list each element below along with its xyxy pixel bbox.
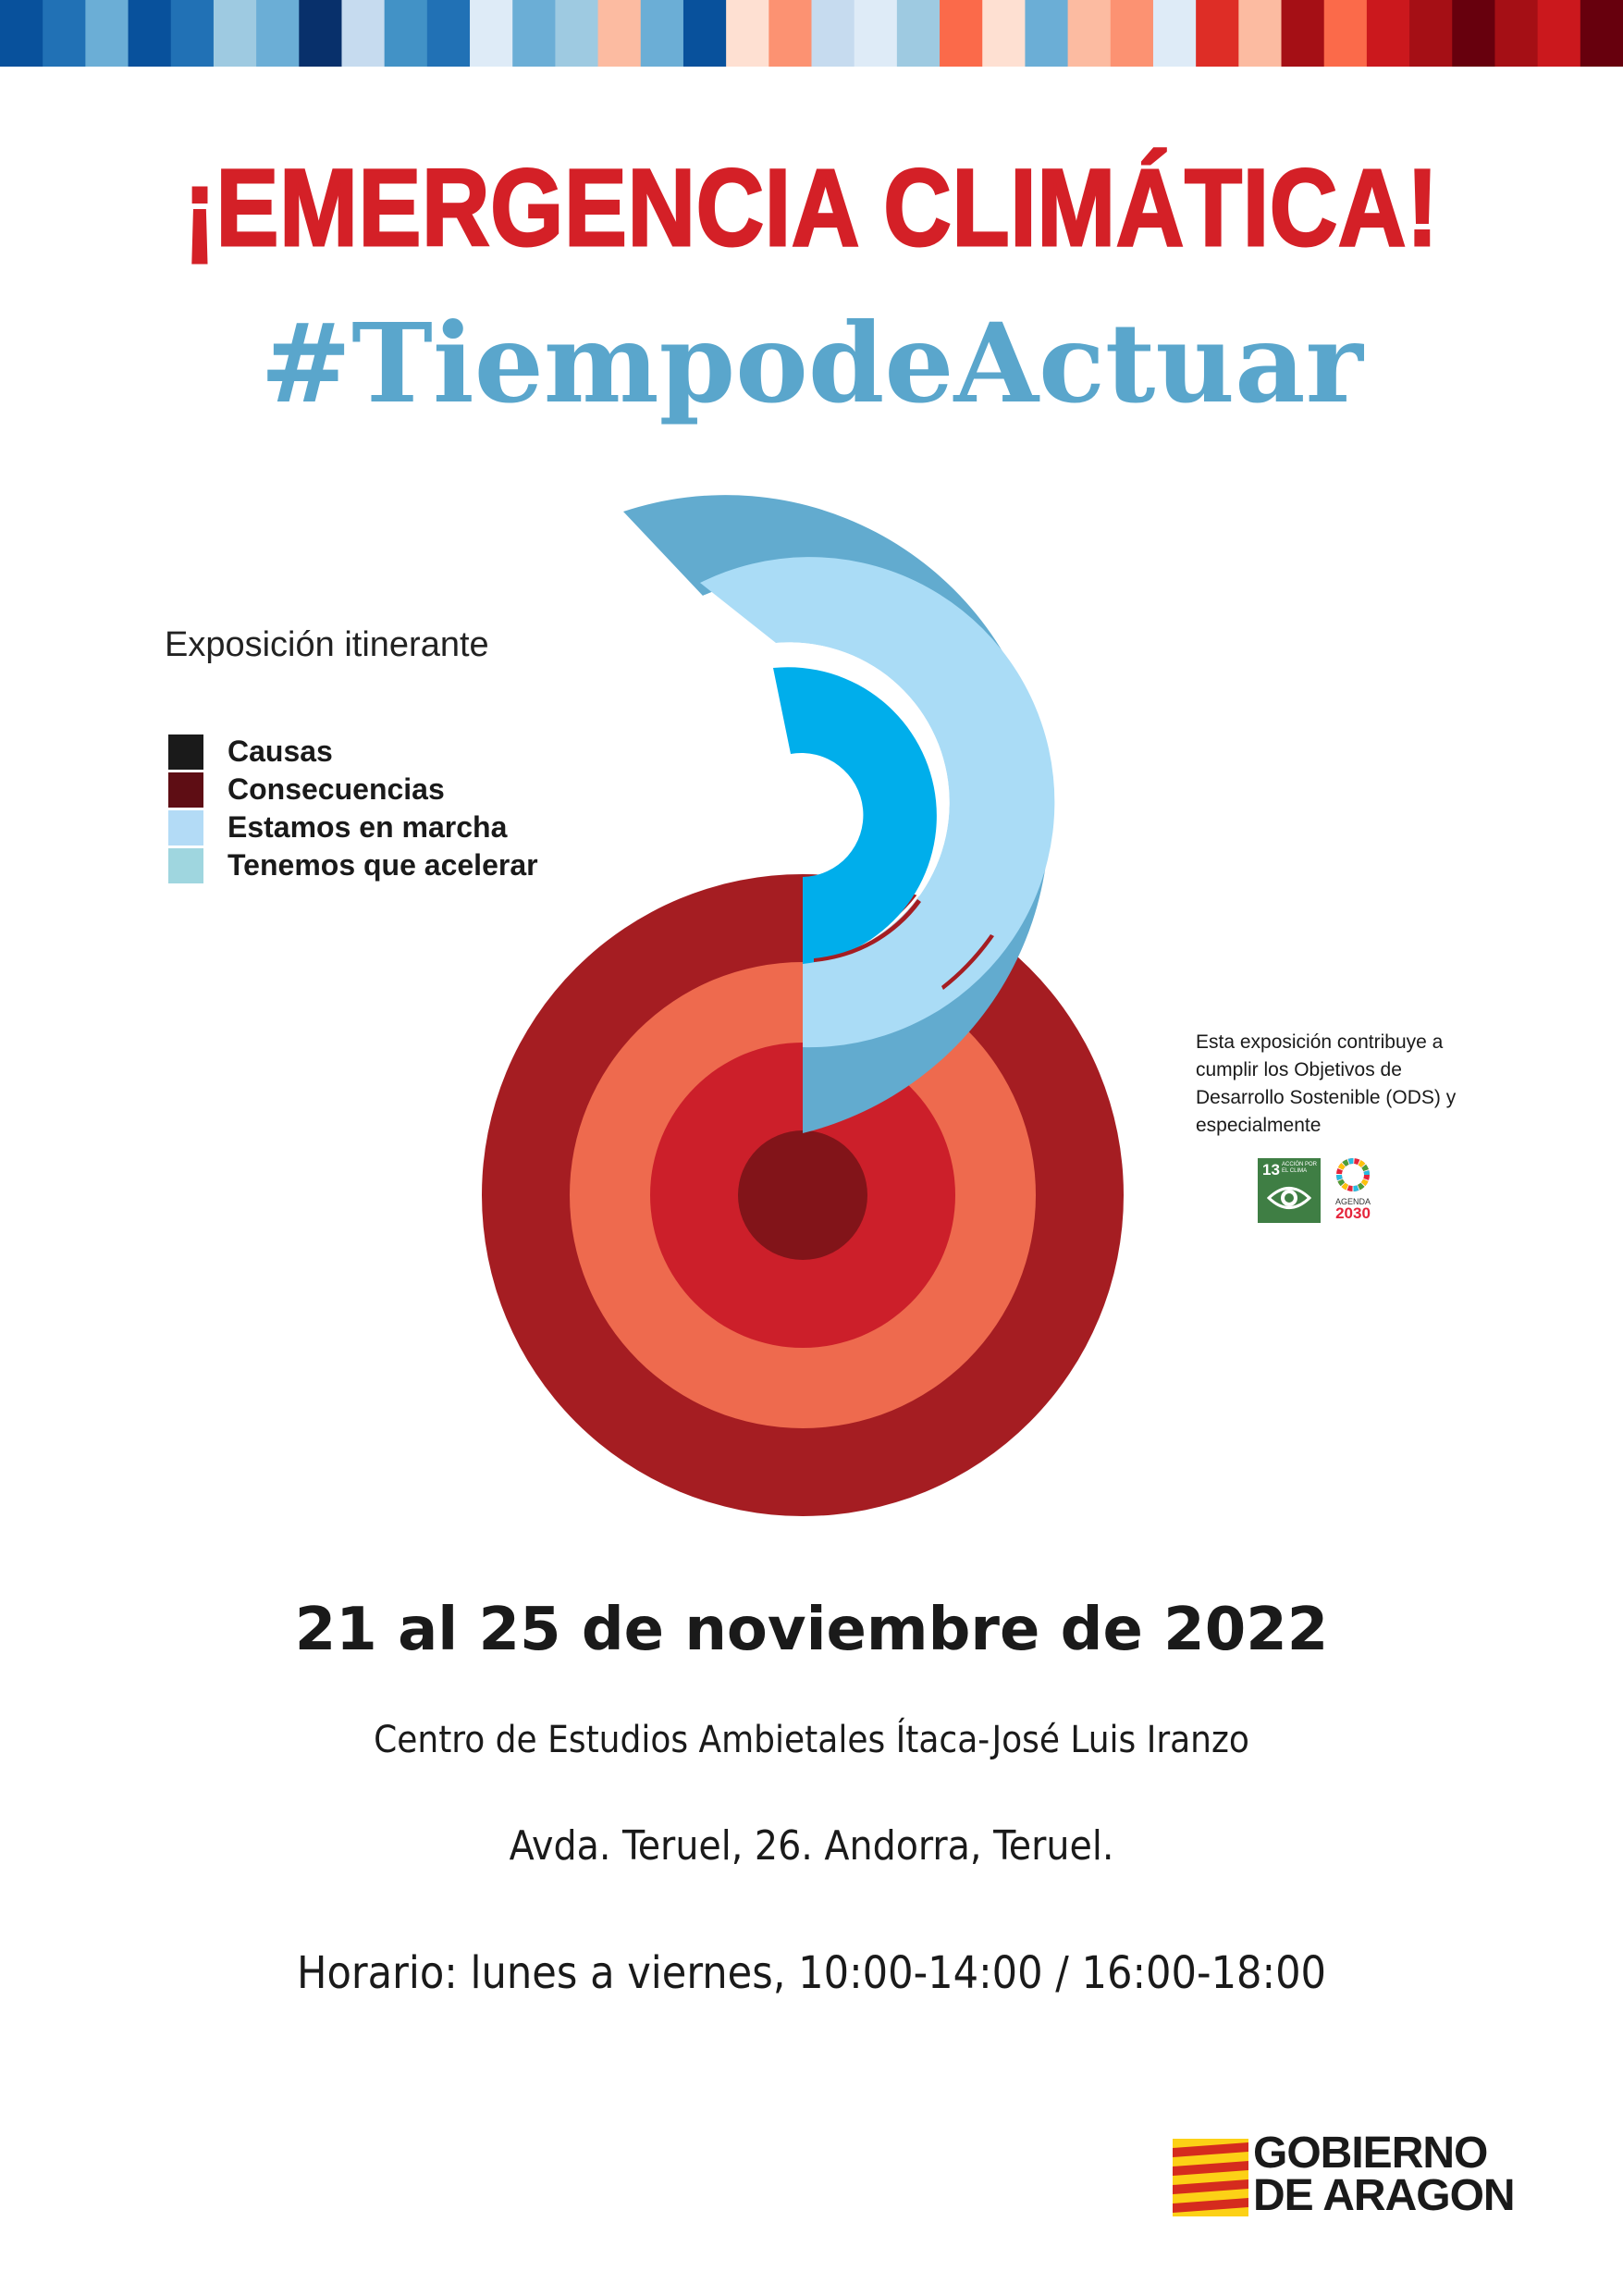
stripe — [385, 0, 428, 67]
legend-label: Tenemos que acelerar — [227, 848, 538, 882]
stripe — [683, 0, 727, 67]
stripe — [555, 0, 598, 67]
logo-line2: DE ARAGON — [1253, 2171, 1515, 2220]
agenda-year: 2030 — [1335, 1204, 1371, 1222]
stripe — [897, 0, 941, 67]
agenda-2030-logo — [1330, 1158, 1376, 1225]
stripe — [726, 0, 769, 67]
legend-swatch — [168, 734, 203, 770]
legend-swatch — [168, 848, 203, 883]
stripe — [768, 0, 812, 67]
stripe — [427, 0, 471, 67]
legend-swatch — [168, 810, 203, 846]
stripe — [171, 0, 215, 67]
address: Avda. Teruel, 26. Andorra, Teruel. — [509, 1822, 1114, 1870]
logo-line1: GOBIERNO — [1253, 2129, 1488, 2178]
stripe — [43, 0, 86, 67]
sdg-text: ACCIÓN POR EL CLIMA — [1282, 1162, 1318, 1174]
legend-label: Causas — [227, 734, 333, 768]
stripe — [85, 0, 129, 67]
climate-emblem — [462, 444, 1147, 1526]
stripe — [0, 0, 43, 67]
stripe — [598, 0, 642, 67]
agenda-label: AGENDA — [1334, 1197, 1371, 1206]
stripe — [1409, 0, 1453, 67]
sdg-wheel-icon — [1336, 1158, 1370, 1191]
poster-title: ¡EMERGENCIA CLIMÁTICA! — [183, 147, 1439, 269]
legend-item-estamos — [168, 809, 538, 846]
legend-label: Estamos en marcha — [227, 810, 508, 844]
stripe — [470, 0, 513, 67]
stripe — [812, 0, 855, 67]
legend-swatch — [168, 772, 203, 808]
stripe — [1580, 0, 1623, 67]
stripe — [1025, 0, 1068, 67]
eye-globe-icon — [1267, 1182, 1311, 1214]
stripe — [1238, 0, 1282, 67]
hashtag-title: #TiempodeActuar — [260, 299, 1363, 427]
legend — [168, 733, 538, 884]
legend-label: Consecuencias — [227, 772, 445, 806]
core-maroon — [738, 1130, 867, 1260]
stripe — [341, 0, 385, 67]
legend-item-consecuencias — [168, 771, 538, 809]
sdg-number: 13 — [1262, 1161, 1280, 1179]
event-dates: 21 al 25 de noviembre de 2022 — [294, 1596, 1329, 1664]
stripe — [1452, 0, 1495, 67]
stripe — [1068, 0, 1112, 67]
stripe — [1196, 0, 1239, 67]
stripe — [1282, 0, 1325, 67]
legend-item-tenemos — [168, 846, 538, 884]
stripe — [1153, 0, 1197, 67]
stripe — [1494, 0, 1538, 67]
opening-hours: Horario: lunes a viernes, 10:00-14:00 / 16:00-18:00 — [297, 1947, 1326, 1999]
stripe — [1111, 0, 1154, 67]
stripe — [855, 0, 898, 67]
stripe — [1367, 0, 1410, 67]
stripe — [1324, 0, 1368, 67]
stripe — [940, 0, 983, 67]
stripe — [982, 0, 1026, 67]
sdg13-badge — [1258, 1158, 1321, 1223]
venue: Centro de Estudios Ambietales Ítaca-José Luis Iranzo — [374, 1719, 1249, 1761]
stripe — [299, 0, 342, 67]
stripe — [214, 0, 257, 67]
stripe — [1538, 0, 1581, 67]
stripe — [256, 0, 300, 67]
exhibition-label: Exposición itinerante — [165, 625, 489, 664]
stripe — [641, 0, 684, 67]
stripe — [129, 0, 172, 67]
ods-note: Esta exposición contribuye a cumplir los Objetivos de Desarrollo Sostenible (ODS) y especialmente — [1196, 1031, 1457, 1136]
warming-stripes — [0, 0, 1623, 67]
legend-item-causas — [168, 733, 538, 771]
aragon-flag-icon — [1173, 2139, 1248, 2216]
stripe — [512, 0, 556, 67]
gobierno-aragon-logo — [1253, 2129, 1515, 2220]
